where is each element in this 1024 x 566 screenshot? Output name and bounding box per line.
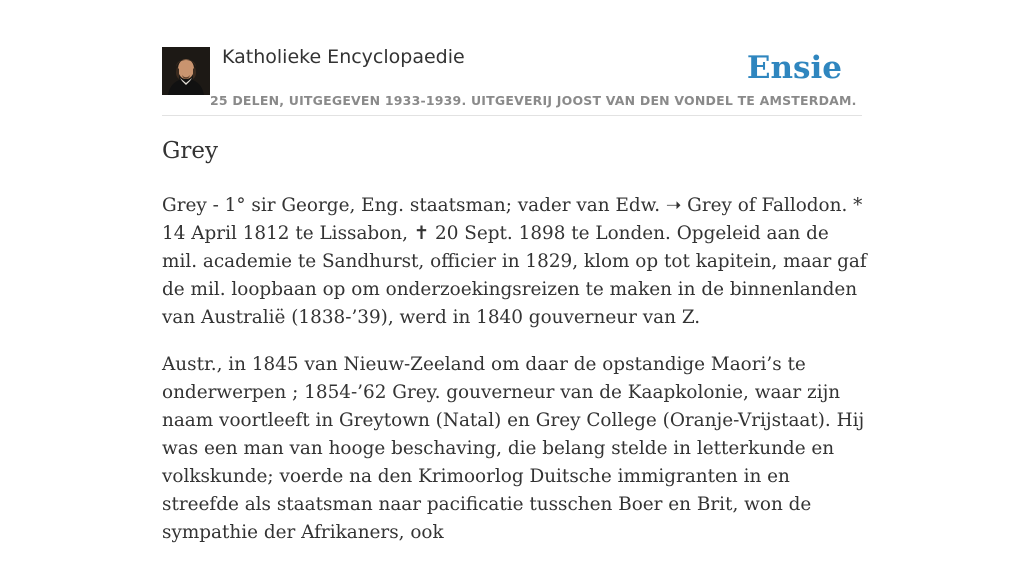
article-paragraph-1: Grey - 1° sir George, Eng. staatsman; vader van Edw. ➝ Grey of Fallodon. * 14 April 1812 te Lissabon, ✝ 20 Sept. 1898 te Londen. Opgeleid aan de mil. academie te Sandhurst, officier in 1829, klom op tot kapitein, maar gaf de mil. loopbaan op om onderzoekingsreizen te maken in de binnenlanden van Australië (1838-’39), werd in 1840 gouverneur van Z. bbox=[162, 195, 867, 328]
source-header bbox=[162, 44, 862, 116]
source-subtitle: 25 DELEN, UITGEGEVEN 1933-1939. UITGEVERIJ JOOST VAN DEN VONDEL TE AMSTERDAM. bbox=[210, 93, 857, 108]
ensie-logo-link[interactable]: Ensie bbox=[746, 50, 842, 86]
source-title[interactable]: Katholieke Encyclopaedie bbox=[222, 46, 465, 68]
article-body bbox=[162, 192, 867, 566]
article-paragraph-2: Austr., in 1845 van Nieuw-Zeeland om daar de opstandige Maori’s te onderwerpen ; 1854-’62 Grey. gouverneur van de Kaapkolonie, waar zijn naam voortleeft in Greytown (Natal) en Grey College (Oranje-Vrijstaat). Hij was een man van hooge beschaving, die belang stelde in letterkunde en volkskunde; voerde na den Krimoorlog Duitsche immigranten in en streefde als staatsman naar pacificatie tusschen Boer en Brit, won de sympathie der Afrikaners, ook bbox=[162, 354, 865, 543]
article-title: Grey bbox=[162, 138, 218, 164]
source-avatar[interactable] bbox=[162, 47, 210, 95]
portrait-icon bbox=[162, 47, 210, 95]
